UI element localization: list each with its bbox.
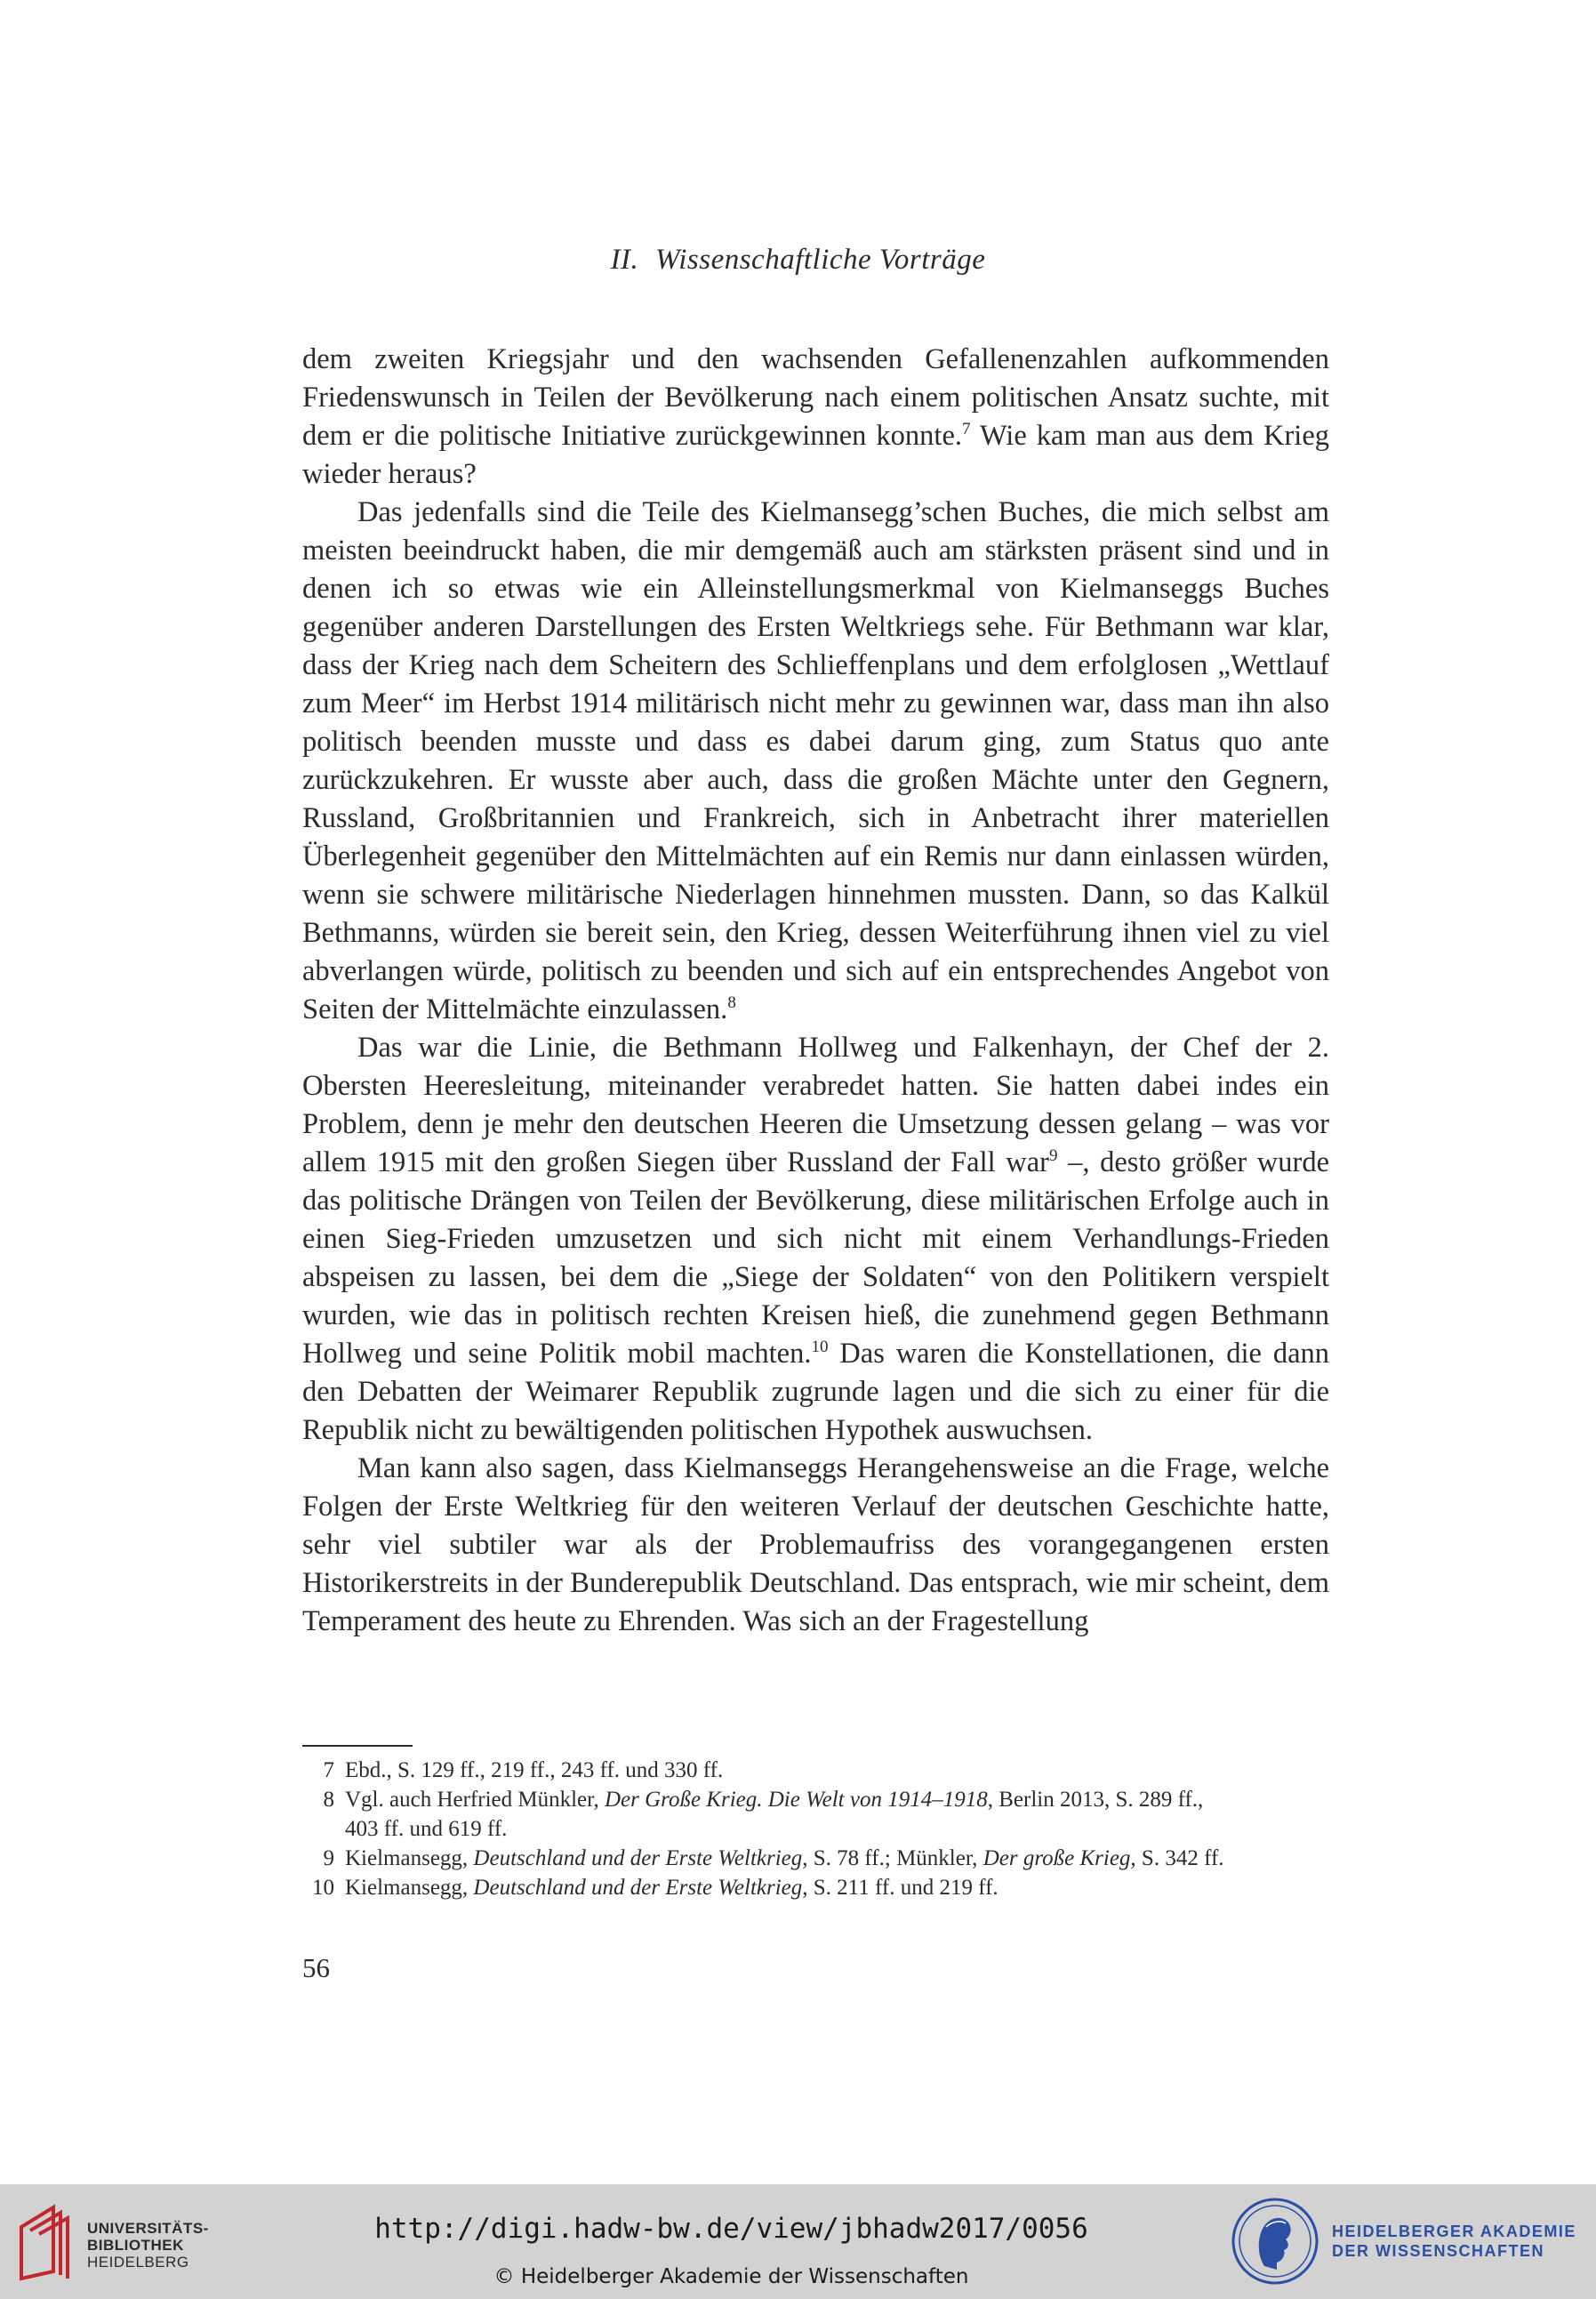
footnote-9-title-1: Deutschland und der Erste Weltkrieg: [473, 1846, 803, 1870]
footnote-9: [302, 1844, 1329, 1873]
footnote-8-post: , Berlin 2013, S. 289 ff.,: [987, 1788, 1204, 1812]
footnote-9-pre: Kielmansegg,: [345, 1846, 474, 1870]
footnotes: [302, 1756, 1329, 1902]
running-head: [0, 244, 1596, 277]
footnote-text: [345, 1785, 1329, 1844]
footnote-8-title: Der Große Krieg. Die Welt von 1914–1918: [604, 1788, 988, 1812]
page-number: 56: [302, 1952, 330, 1983]
running-head-number: II.: [610, 244, 639, 276]
footnote-7: [302, 1756, 1329, 1785]
body-text: [302, 341, 1329, 1641]
paragraph-3-text-b: –, desto größer wurde das politische Drängen von Teilen der Bevölkerung, diese militärischen Erfolge auch in einen Sieg-Frieden umzusetzen und sich nicht mit einem Verhandlungs-Frieden abspeisen zu lassen, bei dem die „Siege der Soldaten“ von den Politikern verspielt wurden, wie das in politisch rechten Kreisen hieß, die zunehmend gegen Bethmann Hollweg und seine Politik mobil machten.: [302, 1146, 1329, 1370]
footer-copyright-row: [0, 2265, 1596, 2288]
copyright-text: © Heidelberger Akademie der Wissenschaften: [493, 2265, 969, 2288]
footnote-text: [345, 1844, 1329, 1873]
paragraph-1-text-a: dem zweiten Kriegsjahr und den wachsenden Gefallenenzahlen aufkommenden Friedenswunsch in Teilen der Bevölkerung nach einem politischen Ansatz suchte, mit dem er die politische Initiative zurückgewinnen konnte.: [302, 343, 1329, 452]
running-head-title: Wissenschaftliche Vorträge: [655, 244, 986, 276]
paragraph-1: [302, 341, 1329, 494]
footnote-number: 8: [323, 1788, 334, 1812]
footnote-10-title: Deutschland und der Erste Weltkrieg: [473, 1876, 803, 1900]
footnote-number: 7: [323, 1758, 334, 1782]
footnote-9-post: , S. 342 ff.: [1130, 1846, 1224, 1870]
paragraph-1-text-b: Wie kam man aus dem Krieg wieder heraus?: [302, 420, 1329, 490]
footnote-number: 10: [312, 1876, 334, 1900]
footer-bar: [0, 2184, 1596, 2299]
footnote-9-mid: , S. 78 ff.; Münkler,: [802, 1846, 983, 1870]
academy-name-line-1: HEIDELBERGER AKADEMIE: [1332, 2223, 1576, 2240]
paragraph-4-text: Man kann also sagen, dass Kielmanseggs Herangehensweise an die Frage, welche Folgen der Erste Weltkrieg für den weiteren Verlauf der deutschen Geschichte hatte, sehr viel subtiler war als der Problemaufriss des vorangegangenen ersten Historikerstreits in der Bunderepublik Deutschland. Das entsprach, wie mir scheint, dem Temperament des heute zu Ehrenden. Was sich an der Fragestellung: [302, 1452, 1329, 1637]
paragraph-3: [302, 1029, 1329, 1450]
footnote-ref-9[interactable]: 9: [1049, 1146, 1058, 1165]
paragraph-2: [302, 494, 1329, 1029]
paragraph-3-text-c: Das waren die Konstellationen, die dann den Debatten der Weimarer Republik zugrunde lagen und die sich zu einer für die Republik nicht zu bewältigenden politischen Hypothek auswuchsen.: [302, 1338, 1329, 1446]
footnote-10: [302, 1873, 1329, 1902]
footnote-8-pre: Vgl. auch Herfried Münkler,: [345, 1788, 605, 1812]
permalink-url[interactable]: http://digi.hadw-bw.de/view/jbhadw2017/0056: [374, 2213, 1088, 2245]
academy-seal-icon[interactable]: [1231, 2197, 1319, 2286]
paragraph-4: [302, 1450, 1329, 1641]
paragraph-3-text-a: Das war die Linie, die Bethmann Hollweg und Falkenhayn, der Chef der 2. Obersten Heeresleitung, miteinander verabredet hatten. Sie hatten dabei indes ein Problem, denn je mehr den deutschen Heeren die Umsetzung dessen gelang – was vor allem 1915 mit den großen Siegen über Russland der Fall war: [302, 1032, 1329, 1178]
footnote-ref-8[interactable]: 8: [727, 993, 736, 1012]
footnote-divider: [302, 1745, 413, 1747]
footnote-10-post: , S. 211 ff. und 219 ff.: [802, 1876, 999, 1900]
footnote-8-continuation: 403 ff. und 619 ff.: [345, 1817, 508, 1841]
footnote-8: [302, 1785, 1329, 1844]
footnote-10-pre: Kielmansegg,: [345, 1876, 474, 1900]
academy-name-line-2: DER WISSENSCHAFTEN: [1332, 2242, 1545, 2260]
footnote-text: Ebd., S. 129 ff., 219 ff., 243 ff. und 330 ff.: [345, 1758, 724, 1782]
footnote-ref-7[interactable]: 7: [962, 420, 971, 438]
paragraph-2-text: Das jedenfalls sind die Teile des Kielmansegg’schen Buches, die mich selbst am meisten beeindruckt haben, die mir demgemäß auch am stärksten präsent sind und in denen ich so etwas wie ein Alleinstellungsmerkmal von Kielmanseggs Buches gegenüber anderen Darstellungen des Ersten Weltkriegs sehe. Für Bethmann war klar, dass der Krieg nach dem Scheitern des Schlieffenplans und dem erfolglosen „Wettlauf zum Meer“ im Herbst 1914 militärisch nicht mehr zu gewinnen war, dass man ihn also politisch beenden musste und dass es dabei darum ging, zum Status quo ante zurückzukehren. Er wusste aber auch, dass die großen Mächte unter den Gegnern, Russland, Großbritannien und Frankreich, sich in Anbetracht ihrer materiellen Überlegenheit gegenüber den Mittelmächten auf ein Remis nur dann einlassen würden, wenn sie schwere militärische Niederlagen hinnehmen mussten. Dann, so das Kalkül Bethmanns, würden sie bereit sein, den Krieg, dessen Weiterführung ihnen viel zu viel abverlangen würde, politisch zu beenden und sich auf ein entsprechendes Angebot von Seiten der Mittelmächte einzulassen.: [302, 496, 1329, 1025]
library-name-line-2: BIBLIOTHEK: [87, 2237, 184, 2254]
footnote-number: 9: [323, 1846, 334, 1870]
library-name-line-1: UNIVERSITÄTS-: [87, 2220, 209, 2237]
footnote-ref-10[interactable]: 10: [811, 1338, 829, 1356]
academy-name[interactable]: [1332, 2222, 1576, 2261]
footnote-text: [345, 1873, 1329, 1902]
footnote-9-title-2: Der große Krieg: [982, 1846, 1131, 1870]
library-name-line-3: HEIDELBERG: [87, 2254, 189, 2271]
